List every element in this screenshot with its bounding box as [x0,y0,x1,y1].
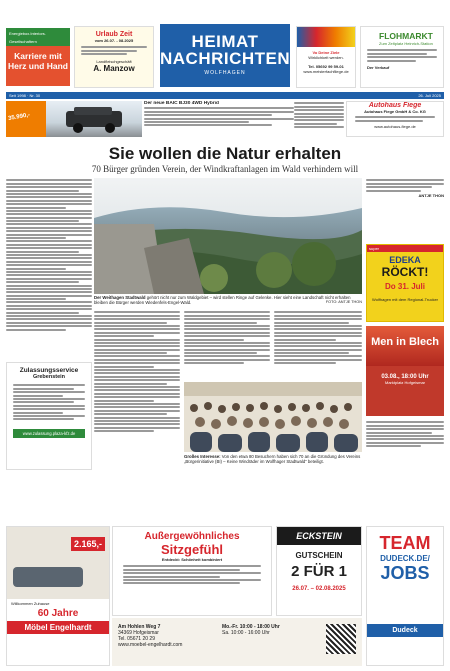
contact-city: 34369 Hofgeismar [118,630,159,636]
top-left-green-box [6,28,70,46]
urlaub-ad [74,26,154,88]
caption1-text: gehört nicht nur zum Waldgebiet – wird stellen Ringe auf Gelenke. Hier sieht eine Landschaft nicht erhalten bleiben die Bürger werden Wiedenfels-Engel-Wald. [94,295,351,306]
masthead-title-1: HEIMAT [191,32,259,51]
team-title: TEAM [379,533,431,553]
contact-phone: Tel. 05671 20 29 [118,636,155,642]
moebel-welcome: Willkommen Zuhause [11,601,50,606]
landscape-photo [94,178,362,294]
urlaub-title: Urlaub Zeit [95,31,133,38]
landscape-photo-image [94,178,362,294]
article-column-middle-3 [274,310,362,380]
ziele-line1: Vo Deine Ziele [312,50,340,55]
zulassung-ad [6,362,92,470]
caption1-credit: FOTO: ANTJE THON [325,300,362,305]
zulassung-url: www.zulassung.plaza-kfz.de [13,429,85,438]
caption2-bold: Großes Interesse: [184,454,221,459]
eckstein-ad [276,526,362,616]
team-jobs-ad [366,526,444,666]
caption1-bold: Der Weithagen Stadtwald [94,295,146,300]
urlaub-sub: Landfleischgeschäft [96,58,132,64]
ziele-url: www.meisterfachfliege.de [303,69,349,74]
meeting-photo [184,382,362,452]
masthead-edition: WOLFHAGEN [204,70,246,76]
flohmarkt-sub: Zum Zeltplatz Heinrich-Station [379,41,433,46]
sitz-title: Außergewöhnliches [144,531,240,542]
masthead [160,24,290,87]
kultur-title: Men in Blech [371,336,439,348]
kultur-date: 03.08., 18:00 Uhr [381,374,429,380]
kultur-ad [366,326,444,416]
edeka-tagline: Wolfhagen mit dem Regional-Trucker [371,297,439,302]
article-column-right-3 [366,420,444,470]
article-author: ANTJE THON [418,192,444,198]
career-ad [6,46,70,86]
career-text: Karriere mit Herz und Hand [8,51,68,71]
article-headline: Sie wollen die Natur erhalten [108,144,342,163]
moebel-years: 60 Jahre [37,608,79,619]
issue-date: 26. Juli 2025 [418,93,441,98]
sitzgefuehl-ad [112,526,272,616]
contact-hours: Mo.-Fr. 10:00 - 18:00 Uhr [222,624,280,630]
green-box-line2: Gesellschaftern [9,39,37,44]
article-subhead: 70 Bürger gründen Verein, der Windkraftanlagen im Wald verhindern will [91,164,359,174]
team-jobs: JOBS [380,563,430,583]
contact-hours2: Sa. 10:00 - 16:00 Uhr [222,630,270,636]
caption2-text: Von den etwa 80 Besuchern haben sich 70 an die Gründung des Vereins „Bürgerinitiative (BI) – Keine Windräder im Wolfhager Stadtwald“ beteiligt. [184,454,361,465]
eckstein-offer: 2 FÜR 1 [291,563,347,580]
dealer-name: Autohaus Fiege GmbH & Co. KG [364,109,426,114]
photo-caption-2 [184,454,362,470]
ziele-line2: Wirklichkeit werden. [308,55,344,60]
tenne-ad: 35.990,- [6,101,46,137]
edeka-line3: Do 31. Juli [384,282,425,291]
car-title: Der neue BAIC BJ30 4WD Hybrid [144,101,219,106]
article-column-middle-1 [94,310,180,460]
car-article [144,101,294,137]
moebel-title: Möbel Engelhardt [7,621,109,634]
sitz-subtitle: Entdeckt: Schönheit kombiniert [161,557,223,562]
car-price-list [294,101,344,137]
edeka-line2: RÖCKT! [381,265,429,279]
zulassung-title: Zulassungsservice [19,367,79,374]
team-brand: Dudeck [367,624,443,637]
zulassung-sub: Grebenstein [32,374,66,380]
car-photo [46,101,142,137]
sitz-title2: Sitzgefühl [160,542,224,557]
car-icon [46,101,142,137]
eckstein-coupon: GUTSCHEIN [295,551,343,560]
ziele-phone: Tel. 05692 99 59-01 [308,64,344,69]
kultur-sub: Marktplatz Hofgeismar [384,380,425,385]
contact-strip [112,618,362,666]
contact-web: www.moebel-engelhardt.com [118,642,183,648]
flohmarkt-footer: Der Verkauf [367,64,390,70]
team-sub: DUDECK.DE/ [380,554,430,563]
dealer-brand: Autohaus Fiege [368,102,422,109]
article-column-right [366,178,444,238]
meeting-photo-image [184,382,362,452]
issue-bar [6,92,444,99]
moebel-price-badge: 2.165,- [71,537,105,551]
urlaub-dates: vom 26.07. - 08.2025 [94,38,134,43]
urlaub-shop: A. Manzow [93,63,135,73]
eckstein-brand: ECKSTEIN [277,527,361,545]
issue-number: Seit 1998 · Nr. 30 [9,93,41,98]
dealer-ad [346,101,444,137]
masthead-title-2: NACHRICHTEN [160,49,290,68]
article-column-left [6,178,92,358]
moebel-ad [6,526,110,666]
photo-caption-1 [94,295,362,309]
dealer-url: www.autohaus-fiege.de [374,124,416,130]
flohmarkt-ad [360,26,444,88]
eckstein-dates: 26.07. – 02.08.2025 [292,586,346,592]
edeka-ad: super EDEKA RÖCKT! Do 31. Juli Wolfhagen mit dem Regional-Trucker [366,244,444,322]
qr-code-icon [326,624,356,654]
ziele-ad [296,26,356,88]
article-column-middle-2 [184,310,270,380]
green-box-line1: Energiebox.Interiors. [9,31,46,36]
edeka-line1: EDEKA [389,255,421,265]
contact-address: Am Hohlen Weg 7 [118,624,161,630]
flohmarkt-title: FLOHMARKT [379,31,433,41]
